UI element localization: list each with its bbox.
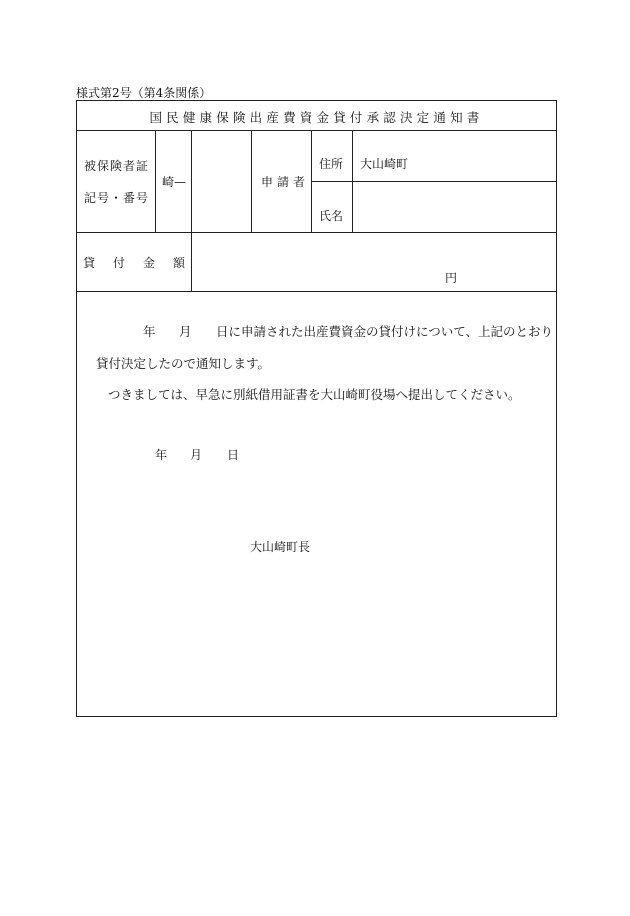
col-divider-5 xyxy=(352,130,353,232)
body-year: 年 xyxy=(143,324,156,339)
address-label: 住所 xyxy=(319,157,344,171)
issuer: 大山崎町長 xyxy=(250,540,311,554)
col-divider-4 xyxy=(311,130,312,232)
amount-unit: 円 xyxy=(445,271,458,285)
loan-amount-label: 貸付金額 xyxy=(83,256,204,270)
insured-symbol-value: 崎— xyxy=(162,175,187,189)
title-divider xyxy=(77,130,556,131)
form-number: 様式第2号（第4条関係） xyxy=(76,86,212,100)
body-line3: つきましては、早急に別紙借用証書を大山崎町役場へ提出してください。 xyxy=(108,387,521,402)
col-divider-3 xyxy=(251,130,252,232)
insured-label-line1: 被保険者証 xyxy=(84,159,150,173)
name-label: 氏名 xyxy=(319,209,344,223)
body-line1: 日に申請された出産費資金の貸付けについて、上記のとおり xyxy=(216,324,554,339)
form-title: 国民健康保険出産費資金貸付承認決定通知書 xyxy=(149,110,484,125)
insured-label-line2: 記号・番号 xyxy=(84,191,150,205)
amount-row-divider xyxy=(77,291,556,292)
body-line2: 貸付決定したので通知します。 xyxy=(96,356,271,371)
body-month: 月 xyxy=(179,324,192,339)
applicant-label: 申請者 xyxy=(261,175,310,189)
address-value: 大山崎町 xyxy=(360,157,409,171)
date-day: 日 xyxy=(227,448,240,462)
notice-form xyxy=(76,100,557,717)
address-name-divider xyxy=(311,181,556,182)
date-year: 年 xyxy=(155,448,168,462)
col-divider-1 xyxy=(155,130,156,232)
insured-row-divider xyxy=(77,232,556,233)
date-month: 月 xyxy=(190,448,203,462)
